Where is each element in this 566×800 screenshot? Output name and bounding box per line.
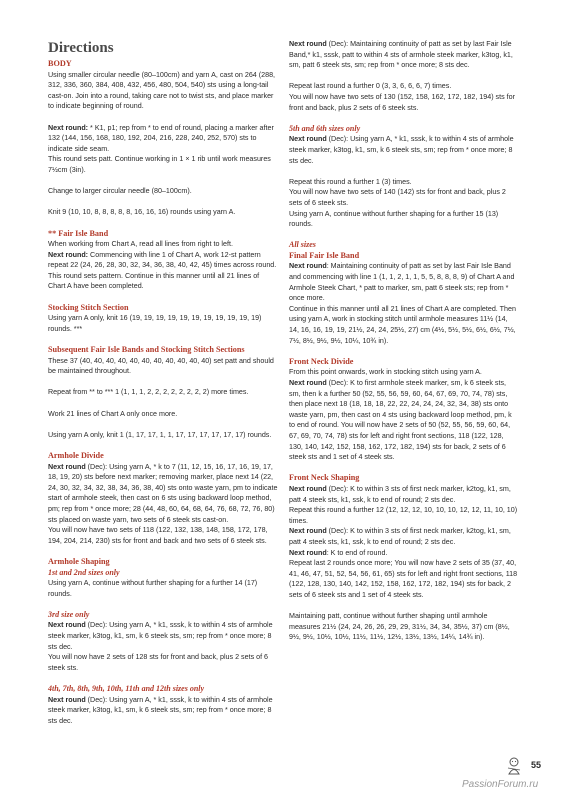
paragraph	[289, 558, 519, 600]
instruction-text: (Dec): K to within 3 sts of first neck marker, k2tog, k1, sm, patt 4 steek sts, k1, ssk, k to end of round; 2 sts dec.	[289, 484, 511, 504]
instruction-label: Next round	[289, 40, 327, 48]
instruction-label: Next round	[289, 262, 327, 271]
section-heading: Final Fair Isle Band	[289, 250, 360, 260]
instruction-label: Next round	[289, 379, 327, 387]
instruction-text: Knit 9 (10, 10, 8, 8, 8, 8, 8, 16, 16, 16) rounds using yarn A.	[48, 208, 236, 217]
instruction-text: Repeat last 2 rounds once more; You will now have 2 sets of 35 (37, 40, 41, 46, 47, 51, 52, 54, 56, 61, 65) sts for left and right front sections, 118 (122, 128, 130, 140, 142, 152, 158, 162, 172, 182, 194) sts for back, 2 sets of 6 steek sts and 1 set of 4 steek sts.	[289, 559, 518, 599]
paragraph	[289, 209, 519, 230]
instruction-text: From this point onwards, work in stocking stitch using yarn A.	[289, 368, 482, 377]
paragraph	[48, 313, 278, 334]
subsection-heading: 5th and 6th sizes only	[289, 123, 361, 133]
instruction-text: Repeat this round a further 12 (12, 12, 12, 10, 10, 10, 12, 12, 11, 10, 10) times.	[289, 506, 518, 525]
instruction-text: Using yarn A only, knit 16 (19, 19, 19, 19, 19, 19, 19, 19, 19, 19, 19) rounds. ***	[48, 314, 262, 333]
instruction-text: Repeat from ** to *** 1 (1, 1, 1, 2, 2, 2, 2, 2, 2, 2, 2) more times.	[48, 388, 249, 397]
section-heading: Armhole Divide	[48, 450, 104, 460]
instruction-text: (Dec): K to within 3 sts of first neck marker, k2tog, k1, sm, patt 4 steek sts, k1, ssk, k to end of round; 2 sts dec.	[289, 527, 511, 546]
section-heading: Front Neck Shaping	[289, 473, 360, 483]
paragraph	[289, 187, 519, 208]
paragraph	[48, 239, 278, 250]
instruction-text: Using yarn A only, knit 1 (1, 17, 17, 1, 1, 17, 17, 17, 17, 17, 17) rounds.	[48, 430, 272, 439]
paragraph	[289, 81, 519, 92]
paragraph	[48, 250, 278, 271]
instruction-text: * K1, p1; rep from * to end of round, placing a marker after 132 (144, 156, 168, 180, 192, 204, 216, 228, 240, 252, 570) sts to indicate side seam.	[48, 123, 274, 153]
text-block	[48, 409, 278, 420]
paragraph	[289, 505, 519, 526]
section-heading: Armhole Shaping	[48, 556, 110, 566]
section-heading: Front Neck Divide	[289, 356, 354, 366]
paragraph	[289, 484, 519, 505]
text-block	[48, 229, 278, 293]
text-block	[48, 610, 278, 674]
instruction-text: (Dec): Using yarn A, * k1, sssk, k to within 4 sts of armhole steek marker, k3tog, k1, sm, k 6 steek sts, sm; rep from * once more; 8 sts dec.	[48, 695, 273, 725]
paragraph	[48, 695, 278, 727]
paragraph	[48, 409, 278, 420]
instruction-text: You will now have two sets of 118 (122, 132, 138, 148, 158, 172, 178, 194, 204, 214, 230) sts for front and back and two sets of 6 steek sts.	[48, 526, 268, 545]
instruction-text: Commencing with line 1 of Chart A, work 12-st pattern repeat 22 (24, 26, 28, 30, 32, 34, 36, 38, 40, 42, 45) times across round.	[48, 250, 277, 270]
text-block	[48, 123, 278, 176]
paragraph	[289, 548, 519, 559]
instruction-text: These 37 (40, 40, 40, 40, 40, 40, 40, 40, 40, 40, 40) set patt and should be maintained throughout.	[48, 356, 274, 376]
section-heading: Stocking Stitch Section	[48, 302, 129, 312]
instruction-text: Maintaining patt, continue without further shaping until armhole measures 21½ (24, 24, 26, 26, 29, 29, 31½, 34, 34, 35½, 37) cm (8½, 9½, 9½, 10½, 10½, 11½, 11½, 12½, 13½, 13½, 14¼, 14¾ in).	[289, 612, 510, 642]
paragraph	[289, 177, 519, 188]
text-block	[48, 345, 278, 377]
paragraph	[289, 261, 519, 303]
text-block	[289, 81, 519, 113]
text-block	[48, 186, 278, 197]
instruction-text: Using smaller circular needle (80–100cm) and yarn A, cast on 264 (288, 312, 336, 360, 384, 408, 432, 456, 480, 504, 540) sts using a long-tail cast-on. Join into a round, taking care not to twist sts, and place marker to indicate beginning of round.	[48, 70, 276, 111]
page-number: 55	[531, 760, 542, 770]
paragraph	[48, 186, 278, 197]
text-block	[289, 473, 519, 600]
paragraph	[289, 526, 519, 547]
instruction-label: Next round	[48, 621, 86, 630]
instruction-text: : K to end of round.	[326, 548, 388, 557]
instruction-text: This round sets patt. Continue working in 1 × 1 rib until work measures 7½cm (3in).	[48, 155, 271, 174]
instruction-text: Work 21 lines of Chart A only once more.	[48, 409, 178, 418]
text-block	[48, 303, 278, 335]
instruction-text: Continue in this manner until all 21 lines of Chart A are completed. Then using yarn A, work in stocking stitch until armhole measures 11½ (14, 14, 16, 16, 19, 19, 21½, 24, 24, 25½, 27) cm (4½, 5½, 5½, 6½, 6½, 7½, 7½, 8½, 9½, 9½, 10¼, 10¾ in).	[289, 304, 516, 345]
instruction-text: Using yarn A, continue without further shaping for a further 15 (13) rounds.	[289, 209, 499, 229]
instruction-text: (Dec): Using yarn A, * k to 7 (11, 12, 15, 16, 17, 16, 19, 17, 18, 19, 20) sts before next marker; removing marker, place next 14 (22, 24, 30, 32, 34, 32, 38, 34, 36, 38, 40) sts onto waste yarn, pm to indicate start of armhole steek, then cast on 6 sts using backward loop method, pm; rep from * once more; 28 (44, 48, 60, 64, 68, 64, 76, 68, 72, 76, 80) sts placed on waste yarn, two sets of 6 steek sts cast-on.	[48, 462, 278, 524]
section-heading: ** Fair Isle Band	[48, 228, 109, 238]
instruction-text: : Maintaining continuity of patt as set by last Fair Isle Band and commencing with line 1 (1, 1, 2, 1, 1, 5, 5, 8, 8, 8, 9) of Chart A and Armhole Steek Chart, * patt to marker, sm, patt 6 steek sts; rep from * once more.	[289, 262, 515, 303]
instruction-label: Next round	[289, 484, 327, 493]
text-block	[289, 611, 519, 643]
text-block	[289, 357, 519, 463]
paragraph	[289, 378, 519, 463]
paragraph	[48, 271, 278, 292]
paragraph	[289, 367, 519, 378]
instruction-label: Next round	[48, 695, 86, 704]
text-block	[48, 430, 278, 441]
paragraph	[48, 387, 278, 398]
paragraph	[48, 578, 278, 599]
instruction-label: Next round	[289, 548, 327, 557]
paragraph	[48, 652, 278, 673]
text-block	[289, 240, 519, 346]
text-block	[289, 177, 519, 230]
paragraph	[289, 134, 519, 166]
instruction-text: This round sets pattern. Continue in this manner until all 21 lines of Chart A have been completed.	[48, 271, 260, 291]
instruction-text: Using yarn A, continue without further shaping for a further 14 (17) rounds.	[48, 579, 258, 598]
subsection-heading: 4th, 7th, 8th, 9th, 10th, 11th and 12th sizes only	[48, 684, 205, 694]
subsection-heading: 1st and 2nd sizes only	[48, 567, 120, 577]
text-block	[48, 387, 278, 398]
paragraph	[48, 70, 278, 112]
instruction-text: You will now have 2 sets of 128 sts for front and back, plus 2 sets of 6 steek sts.	[48, 653, 269, 672]
paragraph	[48, 620, 278, 652]
paragraph	[289, 611, 519, 643]
instruction-text: (Dec): Using yarn A, * k1, sssk, k to within 4 sts of armhole steek marker, k3tog, k1, sm, k 6 steek sts, sm; rep from * once more; 8 sts dec.	[289, 135, 514, 165]
instruction-text: (Dec): Maintaining continuity of patt as set by last Fair Isle Band,* k1, sssk, patt to within 4 sts of armhole steek marker, k3tog, k1, sm, patt 6 steek sts, sm; rep from * once more; 8 sts dec.	[289, 40, 513, 70]
instruction-label: Next round:	[48, 123, 89, 132]
paragraph	[289, 39, 519, 71]
paragraph	[48, 525, 278, 546]
instruction-text: (Dec): K to first armhole steek marker, sm, k 6 steek sts, sm, then k a further 50 (52, 55, 56, 59, 60, 64, 67, 69, 70, 74, 78) sts, then place next 18 (18, 18, 18, 22, 22, 24, 24, 24, 32, 34, 38) sts onto waste yarn, pm, then cast on 4 sts using backward loop method, pm, k to end of round. You will now have 2 sets of 50 (52, 55, 56, 59, 60, 64, 67, 69, 70, 74, 78) sts for left and right front sections, 118 (122, 128, 130, 140, 142, 152, 158, 162, 172, 182, 194) sts for back, 2 sets of 6 steek sts and 1 set of 4 steek sts.	[289, 379, 512, 462]
section-heading: Subsequent Fair Isle Bands and Stocking Stitch Sections	[48, 345, 245, 355]
instruction-text: You will now have two sets of 140 (142) sts for front and back, plus 2 sets of 6 steek sts.	[289, 188, 506, 207]
text-block	[289, 124, 519, 166]
paragraph	[48, 462, 278, 526]
paragraph	[48, 207, 278, 218]
instruction-text: Repeat this round a further 1 (3) times.	[289, 177, 412, 186]
text-block	[48, 451, 278, 546]
paragraph	[289, 304, 519, 346]
text-block	[289, 39, 519, 71]
paragraph	[48, 123, 278, 155]
text-block	[48, 684, 278, 726]
instruction-text: When working from Chart A, read all lines from right to left.	[48, 240, 233, 249]
right-column	[289, 39, 519, 653]
section-heading: BODY	[48, 59, 72, 68]
instruction-label: Next round	[48, 462, 86, 471]
paragraph	[48, 154, 278, 175]
text-block	[48, 59, 278, 112]
left-column	[48, 59, 278, 737]
paragraph	[289, 92, 519, 113]
page-title: Directions	[48, 40, 114, 56]
instruction-label: Next round	[289, 135, 327, 144]
paragraph	[48, 430, 278, 441]
instruction-text: Repeat last round a further 0 (3, 3, 6, 6, 6, 7) times.	[289, 82, 452, 91]
paragraph	[48, 356, 278, 377]
instruction-text: Change to larger circular needle (80–100cm).	[48, 187, 192, 196]
subsection-heading: All sizes	[289, 240, 316, 250]
subsection-heading: 3rd size only	[48, 609, 90, 619]
knitting-character-logo-icon	[504, 756, 524, 776]
text-block	[48, 557, 278, 599]
watermark: PassionForum.ru	[462, 779, 539, 790]
instruction-text: (Dec): Using yarn A, * k1, sssk, k to within 4 sts of armhole steek marker, k3tog, k1, sm, k 6 steek sts, sm; rep from * once more; 8 sts dec.	[48, 621, 273, 651]
instruction-label: Next round	[289, 527, 327, 536]
instruction-label: Next round:	[48, 250, 89, 259]
instruction-text: You will now have two sets of 130 (152, 158, 162, 172, 182, 194) sts for front and back, plus 2 sets of 6 steek sts.	[289, 92, 515, 112]
text-block	[48, 207, 278, 218]
